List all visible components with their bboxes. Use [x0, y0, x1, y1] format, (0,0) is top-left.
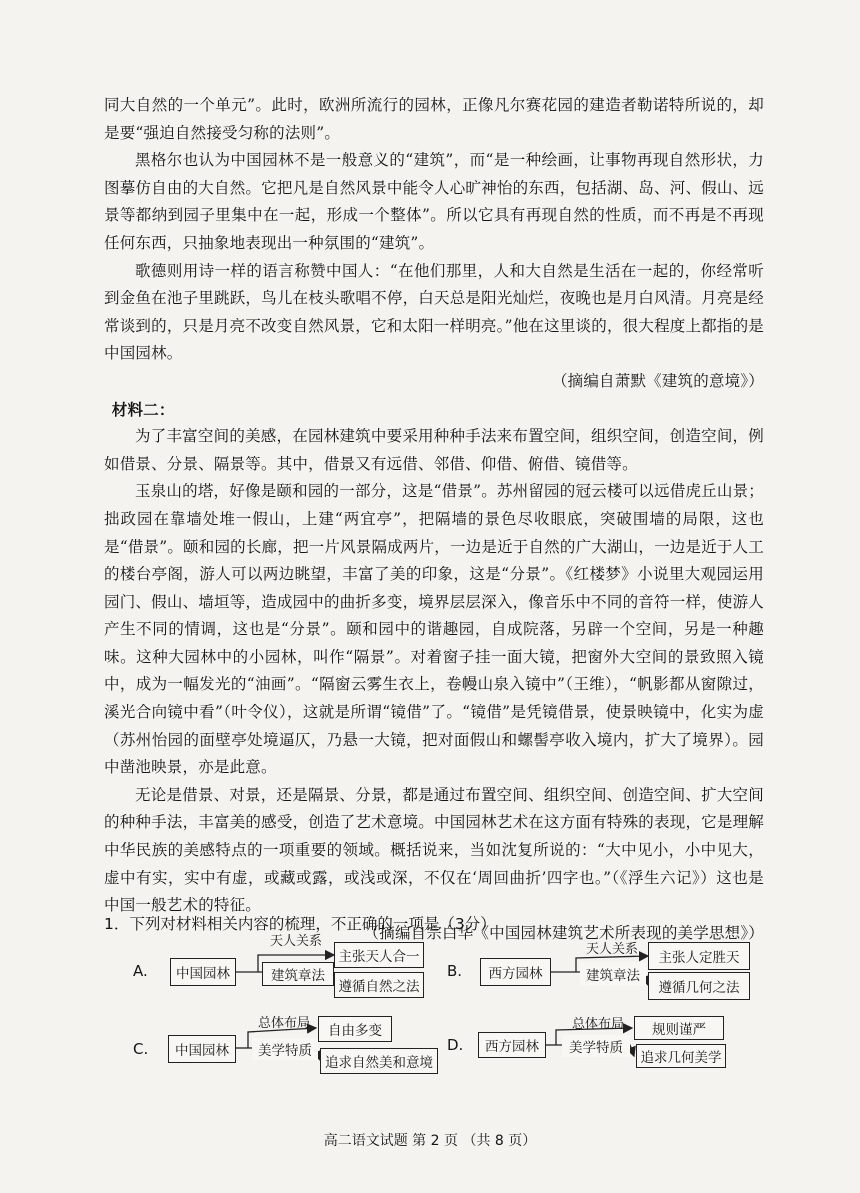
option-d-top-box: 规则谨严 — [634, 1016, 724, 1040]
option-d-bottom-box: 追求几何美学 — [636, 1044, 726, 1068]
option-a-letter: A. — [133, 962, 148, 980]
question-stem: 1．下列对材料相关内容的梳理，不正确的一项是（3分） — [104, 915, 496, 933]
option-c-top-box: 自由多变 — [318, 1016, 392, 1042]
material2-paragraph-1: 为了丰富空间的美感，在园林建筑中要采用种种手法来布置空间，组织空间，创造空间，例如借景、分景、隔景等。其中，借景又有远借、邻借、仰借、俯借、镜借等。 — [104, 427, 764, 473]
option-b-root-box: 西方园林 — [480, 958, 551, 986]
page-footer: 高二语文试题 第 2 页 （共 8 页） — [323, 1133, 537, 1149]
material1-paragraph-2: 黑格尔也认为中国园林不是一般意义的“建筑”，而“是一种绘画，让事物再现自然形状，力图摹仿自由的大自然。它把凡是自然风景中能令人心旷神怡的东西，包括湖、岛、河、假山、远景等都纳到园子里集中在一起，形成一个整体”。所以它具有再现自然的性质，而不再是不再现任何东西，只抽象地表现出一种氛围的“建筑”。 — [104, 151, 764, 252]
material2-paragraph-3: 无论是借景、对景，还是隔景、分景，都是通过布置空间、组织空间、创造空间、扩大空间的种种手法，丰富美的感受，创造了艺术意境。中国园林艺术在这方面有特殊的表现，它是理解中华民族的美感特点的一项重要的领域。概括说来，当如沈复所说的：“大中见小，小中见大，虚中有实，实中有虚，或藏或露，或浅或深，不仅在‘周回曲折’四字也。”（《浮生六记》）这也是中国一般艺术的特征。 — [104, 785, 764, 915]
option-a-top-box: 主张天人合一 — [334, 942, 424, 968]
material1-paragraph-1: 同大自然的一个单元”。此时，欧洲所流行的园林，正像凡尔赛花园的建造者勒诺特所说的，却是要“强迫自然接受匀称的法则”。 — [104, 96, 764, 142]
option-c-branch-label: 总体布局 — [258, 1016, 311, 1031]
material2-source: （摘编自宗白华《中国园林建筑艺术所表现的美学思想》） — [363, 923, 764, 942]
option-c-letter: C. — [133, 1040, 149, 1058]
option-a-bottom-box: 遵循自然之法 — [334, 972, 424, 998]
option-a-mid-box: 建筑章法 — [262, 962, 334, 986]
option-b-top-box: 主张人定胜天 — [648, 942, 750, 970]
option-d-branch-label: 总体布局 — [572, 1017, 625, 1032]
option-b-mid-box: 建筑章法 — [580, 962, 646, 986]
option-a-branch-label: 天人关系 — [270, 934, 323, 949]
option-c-bottom-box: 追求自然美和意境 — [320, 1048, 438, 1074]
option-b-bottom-box: 遵循几何之法 — [648, 972, 750, 1000]
option-d-mid-box: 美学特质 — [562, 1035, 630, 1057]
option-b-letter: B. — [447, 962, 463, 980]
option-c-mid-box: 美学特质 — [252, 1038, 318, 1060]
option-d-letter: D. — [447, 1036, 464, 1054]
material1-source: （摘编自萧默《建筑的意境》） — [551, 371, 764, 390]
option-b-branch-label: 天人关系 — [586, 942, 639, 957]
material1-paragraph-3: 歌德则用诗一样的语言称赞中国人：“在他们那里，人和大自然是生活在一起的，你经常听到金鱼在池子里跳跃，鸟儿在枝头歌唱不停，白天总是阳光灿烂，夜晚也是月白风清。月亮是经常谈到的，只是月亮不改变自然风景，它和太阳一样明亮。”他在这里谈的，很大程度上都指的是中国园林。 — [104, 261, 764, 363]
material2-heading: 材料二： — [111, 399, 175, 419]
material2-paragraph-2: 玉泉山的塔，好像是颐和园的一部分，这是“借景”。苏州留园的冠云楼可以远借虎丘山景；拙政园在靠墙处堆一假山，上建“两宜亭”，把隔墙的景色尽收眼底，突破围墙的局限，这也是“借景”。颐和园的长廊，把一片风景隔成两片，一边是近于自然的广大湖山，一边是近于人工的楼台亭阁，游人可以两边眺望，丰富了美的印象，这是“分景”。《红楼梦》小说里大观园运用园门、假山、墙垣等，造成园中的曲折多变，境界层层深入，像音乐中不同的音符一样，使游人产生不同的情调，这也是“分景”。颐和园中的谐趣园，自成院落，另辟一个空间，另是一种趣味。这种大园林中的小园林，叫作“隔景”。对着窗子挂一面大镜，把窗外大空间的景致照入镜中，成为一幅发光的“油画”。“隔窗云雾生衣上，卷幔山泉入镜中”（王维），“帆影都从窗隙过，溪光合向镜中看”（叶令仪），这就是所谓“镜借”了。“镜借”是凭镜借景，使景映镜中，化实为虚（苏州怡园的面壁亭处境逼仄，乃悬一大镜，把对面假山和螺髻亭收入境内，扩大了境界）。园中凿池映景，亦是此意。 — [104, 482, 764, 777]
option-a-root-box: 中国园林 — [170, 958, 236, 986]
option-c-root-box: 中国园林 — [168, 1035, 236, 1063]
option-d-root-box: 西方园林 — [478, 1032, 546, 1058]
